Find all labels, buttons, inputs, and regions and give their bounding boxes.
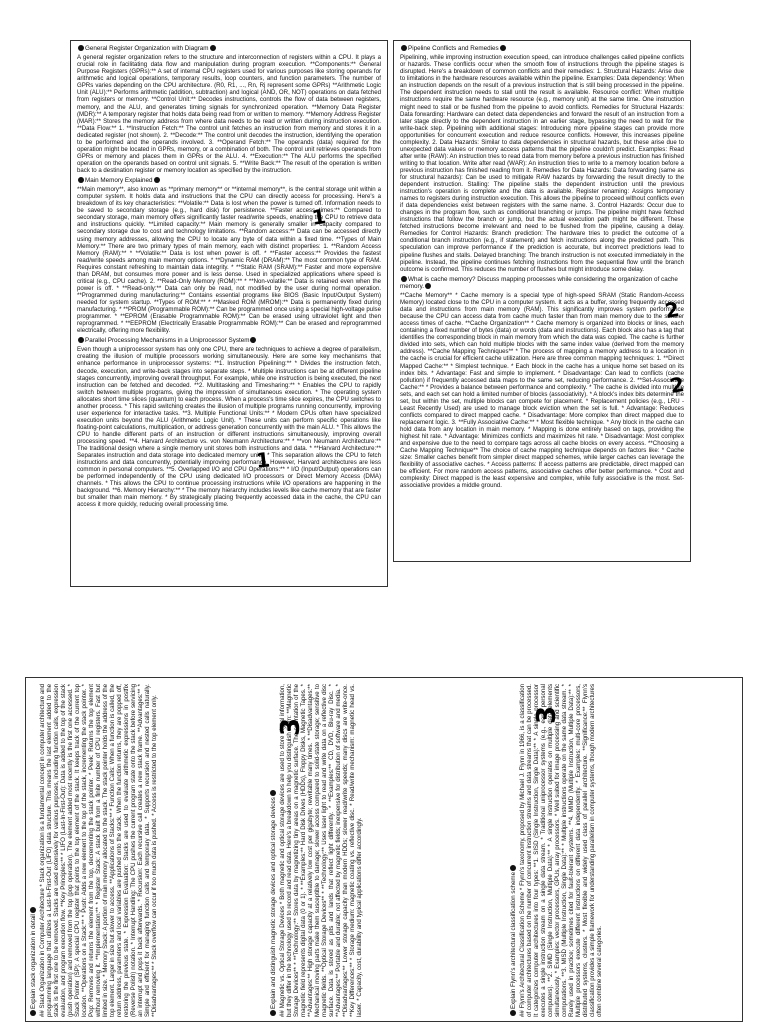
sheet-column [77,45,381,508]
bullet-icon [78,177,84,183]
answer-sheet-bottom-rotated [25,677,743,1022]
bullet-icon [210,45,216,51]
handwritten-mark: 1 [254,447,272,473]
rotated-columns [30,684,740,1017]
rotated-column [510,684,740,1017]
bullet-icon [30,1010,36,1016]
handwritten-mark: 2 [668,371,686,399]
handwritten-mark: 3 [276,717,307,737]
question-heading: Parallel Processing Mechanisms in a Uniprocessor System [77,337,381,344]
bullet-icon [270,1010,276,1016]
question-heading: What is cache memory? Discuss mapping processes while considering the organization of cache memory. [400,275,678,290]
answer-paragraph: A general register organization refers to the structure and interconnection of registers within a CPU. It plays a crucial role in facilitating data flow and manipulation during program execution. **Components:** General Purpose Registers (GPRs):** A set of internal CPU registers used for various purposes like storing operands for arithmetic and logical operations, temporary results, loop counters, and function parameters. The number of GPRs varies depending on the CPU architecture. (R0, R1, ..., Rn, Rj represent some GPRs) **Arithmetic Logic Unit (ALU):** Performs arithmetic (addition, subtraction) and logical (AND, OR, NOT) operations on data fetched from registers or memory. **Control Unit:** Decodes instructions, controls the flow of data between registers, memory, and the ALU, and generates timing signals for synchronized operation. **Memory Data Register (MDR):** A temporary register that holds data being read from or written to memory. **Memory Address Register (MAR):** Stores the memory address from where data needs to be read or written during instruction execution. **Data Flow:** 1. **Instruction Fetch:** The control unit fetches an instruction from memory and stores it in a dedicated register (not shown). 2. **Decode:** The control unit decodes the instruction, identifying the operation to be performed and the operands involved. 3. **Operand Fetch:** The operands (data) required for the operation might be located in GPRs, memory, or a combination of both. The control unit retrieves operands from GPRs or memory and places them in GPRs or the ALU. 4. **Execution:** The ALU performs the specified operation on the operands based on control unit signals. 5. **Write Back:** The result of the operation is written back to a destination register or memory location as specified by the instruction. [77,54,381,174]
handwritten-mark: 3 [532,705,563,725]
bullet-icon [425,283,431,289]
answer-sheet-top-left [70,40,388,587]
bullet-icon [78,337,84,343]
answer-paragraph: Pipelining, while improving instruction execution speed, can introduce challenges called pipeline conflicts or hazards. These conflicts occur when the smooth flow of instructions through the pipeline stages is disrupted. Here's a breakdown of common conflicts and their remedies: 1. Structural Hazards: Arise due to limitations in the hardware resources available within the pipeline. Examples: Data dependency: When an instruction depends on the result of a previous instruction that is still being processed in the pipeline. The dependent instruction needs to stall until the result is available. Resource conflict: When multiple instructions require the same hardware resource (e.g., memory unit) at the same time. One instruction might need to stall or be flushed from the pipeline to avoid conflicts. Remedies for Structural Hazards: Data forwarding: Hardware can detect data dependencies and forward the result of an instruction from a later stage directly to the dependent instruction in an earlier stage, bypassing the need to wait for the write-back step. Pipelining with additional stages: Introducing more pipeline stages can provide more opportunities for concurrent execution and reduce resource conflicts. However, this increases pipeline complexity. 2. Data Hazards: Similar to data dependencies in structural hazards, but these arise due to unexpected data values or memory access patterns that the pipeline couldn't predict. Examples: Read after write (RAW): An instruction tries to read data from memory before a previous instruction has finished writing to that location. Write after read (WAR): An instruction tries to write to a memory location before a previous instruction has finished reading from it. Remedies for Data Hazards: Data forwarding (same as for structural hazards): Can be used to mitigate RAW hazards by forwarding the result directly to the dependent instruction. Stalling: The pipeline stalls the dependent instruction until the previous instruction's operation is complete and the data is available. Register renaming: Assigns temporary names to registers during instruction execution. This allows the pipeline to proceed without conflicts even if data dependencies exist between registers with the same name. 3. Control Hazards: Occur due to changes in the program flow, such as conditional branching or jumps. The pipeline might have fetched instructions that follow the branch or jump, but the actual execution path might be different. These fetched instructions become irrelevant and need to be flushed from the pipeline, causing a delay. Remedies for Control Hazards: Branch prediction: The hardware tries to predict the outcome of a conditional branch instruction (e.g., if statement) and fetch instructions along the predicted path. This speculation can improve performance if the prediction is accurate, but incorrect predictions lead to pipeline flushes and stalls. Delayed branching: The branch instruction is not executed immediately in the pipeline. Instead, the pipeline continues fetching instructions from the sequential flow until the branch outcome is confirmed. This reduces the number of flushes but might introduce some delay. [400,54,684,273]
sheet-column [400,45,684,489]
bullet-icon [500,45,506,51]
answer-paragraph: ## Magnetic vs. Optical Storage Devices * Both magnetic and optical storage devices are used to store digital information, but they differ in the technology used to record and read data. Here's a breakdown to help you distinguish them: **Magnetic Storage Devices** * **Technology:** Stores data by magnetizing tiny areas on a magnetic surface. The orientation of the magnetic field represents digital data (0 or 1). * **Examples:** Hard Disk Drives (HDDs), Floppy Disks, Magnetic Tapes. * **Advantages:** High storage capacity at a relatively low cost per gigabyte; rewritable many times. * **Disadvantages:** Mechanical moving parts make them susceptible to damage; slower access compared to solid-state storage; sensitive to magnetic fields. **Optical Storage Devices** * **Technology:** Uses laser light to read and write data on a reflective disc surface. Data is stored as pits and lands that reflect light differently. * **Examples:** CD, DVD, Blu-ray Disc. * **Advantages:** Portable and durable; not affected by magnetic fields; inexpensive for distribution of software and media. * **Disadvantages:** Lower storage capacity than modern HDDs; slower read/write speeds; many discs are write-once. **Key Differences:** * Storage medium: magnetic coating vs. reflective disc. * Read/write mechanism: magnetic head vs. laser. * Capacity, cost, durability and typical applications differ accordingly. [279,684,364,1017]
bullet-icon [401,276,407,282]
answer-paragraph: **Cache Memory** * Cache memory is a special type of high-speed SRAM (Static Random-Access Memory) located close to the CPU in a computer system. It acts as a buffer, storing frequently accessed data and instructions from main memory (RAM). This significantly improves system performance because the CPU can access data from cache much faster than from main memory due to the smaller access times of cache. **Cache Organization** * Cache memory is organized into blocks or lines, each containing a fixed number of bytes (data) or words (data and instructions). Each block also has a tag that identifies the corresponding block in main memory from which the data was copied. The cache is further divided into sets, which can hold multiple blocks with the same index value (derived from the memory address). **Cache Mapping Techniques** * The process of mapping a memory address to a location in the cache is crucial for efficient cache utilization. Here are three common mapping techniques: 1. **Direct Mapped Cache:** * Simplest technique. * Each block in the cache has a unique home set based on its index bits. * Advantage: Fast and simple to implement. * Disadvantage: Can lead to conflicts (cache pollution) if frequently accessed data maps to the same set, reducing performance. 2. **Set-Associative Cache:** * Provides a balance between performance and complexity. * The cache is divided into multiple sets, and each set can hold a limited number of blocks (associativity). * A block's index bits determine the set, but within the set, multiple blocks can compete for placement. * Replacement policies (e.g., LRU - Least Recently Used) are used to manage block eviction when the set is full. * Advantage: Reduces conflicts compared to direct mapped cache. * Disadvantage: More complex than direct mapped due to replacement logic. 3. **Fully Associative Cache:** * Most flexible technique. * Any block in the cache can hold data from any location in main memory. * Mapping is done entirely based on tags, providing the highest hit rate. * Advantage: Minimizes conflicts and maximizes hit rate. * Disadvantage: Most complex and expensive due to the need to compare tags across all cache blocks on every access. **Choosing a Cache Mapping Technique** The choice of cache mapping technique depends on factors like: * Cache size: Smaller caches benefit from simpler direct mapped schemes, while larger caches can leverage the flexibility of associative caches. * Access patterns: If access patterns are predictable, direct mapped can be efficient. For more random access patterns, associative caches offer better performance. * Cost and complexity: Direct mapped is the least expensive and complex, while fully associative is the most. Set-associative provides a middle ground. [400,292,684,490]
question-heading: Pipeline Conflicts and Remedies [400,45,684,52]
answer-paragraph: **Main memory**, also known as **primary memory** or **internal memory**, is the central storage unit within a computer system. It holds data and instructions that the CPU can directly access for processing. Here's a breakdown of its key characteristics: **Volatile:** Data is lost when the power is turned off. Information needs to be saved to secondary storage (e.g., hard disk) for persistence. **Faster access times:** Compared to secondary storage, main memory offers significantly faster read/write speeds, enabling the CPU to retrieve data and instructions quickly. **Limited capacity:** Main memory is generally smaller in capacity compared to secondary storage due to cost and technology limitations. **Random access:** Data can be accessed directly using memory addresses, allowing the CPU to locate any byte of data within a fixed time. **Types of Main Memory:** There are two primary types of main memory, each with distinct properties: 1. **Random Access Memory (RAM):** * **Volatile:** Data is lost when power is off. * **Faster access:** Provides the fastest read/write speeds among main memory options. * **Dynamic RAM (DRAM):** The most common type of RAM. Requires constant refreshing to maintain data integrity. * **Static RAM (SRAM):** Faster and more expensive than DRAM, but consumes more power and is less dense. Used in specialized applications where speed is critical (e.g., CPU cache). 2. **Read-Only Memory (ROM):** * **Non-volatile:** Data is retained even when the power is off. * **Read-only:** Data can only be read, not modified by the user during normal operation. **Programmed during manufacturing:** Contains essential programs like BIOS (Basic Input/Output System) needed for system startup. **Types of ROM:** * **Masked ROM (MROM):** Data is permanently fixed during manufacturing. * **PROM (Programmable ROM):** Can be programmed once using a special high-voltage pulse programmer. * **EPROM (Erasable Programmable ROM):** Can be erased using ultraviolet light and then reprogrammed. * **EEPROM (Electrically Erasable Programmable ROM):** Can be erased and reprogrammed electrically, offering more flexibility. [77,186,381,335]
question-heading: General Register Organization with Diagram [77,45,381,52]
answer-paragraph: ## Flynn's Architectural Classification Scheme * Flynn's taxonomy, proposed by Michael J. Flynn in 1966, is a classification of computer architectures based on the number of concurrent instruction streams and data streams that can be processed. It categorizes computer architectures into four types: **1. SISD (Single Instruction, Single Data):** * A single processor executes a single instruction stream on a single data stream. * Traditional uniprocessor systems (e.g., early personal computers). **2. SIMD (Single Instruction, Multiple Data):** * A single instruction operates on multiple data elements simultaneously. * Examples: vector processors, GPUs, array processors. * Well suited for image processing and scientific computations. **3. MISD (Multiple Instruction, Single Data):** * Multiple instructions operate on the same data stream. * Rarely used in practice; sometimes cited for fault-tolerant systems. **4. MIMD (Multiple Instruction, Multiple Data):** * Multiple processors execute different instructions on different data independently. * Examples: multi-core processors, distributed systems, clusters. * Most flexible and widely used class of parallel architecture. **Significance:** Flynn's classification provides a simple framework for understanding parallelism in computer systems, though modern architectures often combine several categories. [519,684,604,1017]
bullet-icon [30,907,36,913]
question-heading: Explain stack organization in detail [30,684,37,1017]
bullet-icon [78,45,84,51]
bullet-icon [510,1010,516,1016]
question-heading: Main Memory Explained [77,177,381,184]
rotated-content [26,678,743,1022]
handwritten-mark: 1 [310,204,328,230]
bullet-icon [270,790,276,796]
bullet-icon [154,177,160,183]
bullet-icon [401,45,407,51]
question-heading: Explain and distinguish magnetic storage devices and optical storage devices [270,684,277,1017]
answer-paragraph: Even though a uniprocessor system has only one CPU, there are techniques to achieve a degree of parallelism, creating the illusion of multiple processors working simultaneously. Here are some key mechanisms that enhance performance in uniprocessor systems: **1. Instruction Pipelining:** * Divides the instruction fetch, decode, execution, and write-back stages into separate steps. * Multiple instructions can be at different pipeline stages concurrently, improving overall throughput. For example, while one instruction is being executed, the next instruction can be fetched and decoded. **2. Multitasking and Timesharing:** * Enables the CPU to rapidly switch between multiple programs, giving the impression of simultaneous execution. * The operating system allocates short time slices (quantum) to each process. When a process's time slice expires, the CPU switches to another process. * This rapid switching creates the illusion of multiple programs running concurrently, improving user experience for interactive tasks. **3. Multiple Functional Units:** * Modern CPUs often have specialized execution units beyond the ALU (Arithmetic Logic Unit). * These units can perform specific operations like floating-point calculations, multiplication, or address generation concurrently with the main ALU. * This allows the CPU to handle different parts of an instruction or different instructions simultaneously, improving overall processing speed. **4. Harvard Architecture vs. von Neumann Architecture:** * **von Neumann Architecture:** The traditional design where a single memory unit stores both instructions and data. * **Harvard Architecture:** Separates instruction and data storage into dedicated memory units. * This separation allows the CPU to fetch instructions and data concurrently, potentially improving performance. However, Harvard architectures are less common in personal computers. **5. Overlapped I/O and CPU Operations:** * I/O (Input/Output) operations can be performed independently of the CPU using dedicated I/O processors or Direct Memory Access (DMA) channels. * This allows the CPU to continue processing instructions while I/O operations are happening in the background. **6. Memory Hierarchy:** * The memory hierarchy includes levels like cache memory that are faster but smaller than main memory. * By strategically placing frequently accessed data in the cache, the CPU can access it more quickly, reducing overall processing time. [77,346,381,509]
rotated-column [30,684,262,1017]
answer-paragraph: ## Stack Organization in Computer Architecture * Stack organization is a fundamental concept in computer architecture and programming language that utilizes a Last-In-First-Out (LIFO) data structure. This means the last element added to the stack is the first one to be removed. Stacks are used extensively for various purposes, including function calls, expression evaluation, and program execution flow. **Key Principles:** * LIFO (Last-In-First-Out): Data is added to the top of the stack (push operation) and removed from the top (pop operation). The element added most recently is the first one accessed. * Stack Pointer (SP): A special CPU register that points to the top element of the stack. It keeps track of the current top location. **Operations on a Stack:** * Push: Adds a new element to the top of the stack, incrementing the stack pointer. * Pop: Removes and returns the element from the top, decrementing the stack pointer. * Peek: Returns the top element without removing it. **Implementation:** * Register Stack: A stack built from a finite number of CPU registers. Fast but limited in size. * Memory Stack: A portion of main memory allocated to the stack. The stack pointer holds the address of the top element. Larger in size but slower to access. **Applications of Stacks:** * Function Calls: When a function is called, the return address, parameters and local variables are pushed onto the stack. When the function returns, they are popped off, restoring the previous state. * Expression Evaluation: Stacks are used to evaluate arithmetic expressions in postfix (Reverse Polish) notation. * Interrupt Handling: The CPU pushes the current program state onto the stack before servicing an interrupt and pops it back afterwards. * Recursion: Each recursive call creates a new stack frame. **Advantages:** * Simple and efficient for managing function calls and temporary data. * Supports recursion and nested calls naturally. **Disadvantages:** * Stack overflow can occur if too much data is pushed. * Access is restricted to the top element only. [39,684,159,1017]
answer-sheet-top-right [393,40,691,562]
bullet-icon [510,865,516,871]
question-heading: Explain Flynn's architectural classification scheme [510,684,517,1017]
bullet-icon [250,337,256,343]
handwritten-mark: 2 [663,296,681,324]
